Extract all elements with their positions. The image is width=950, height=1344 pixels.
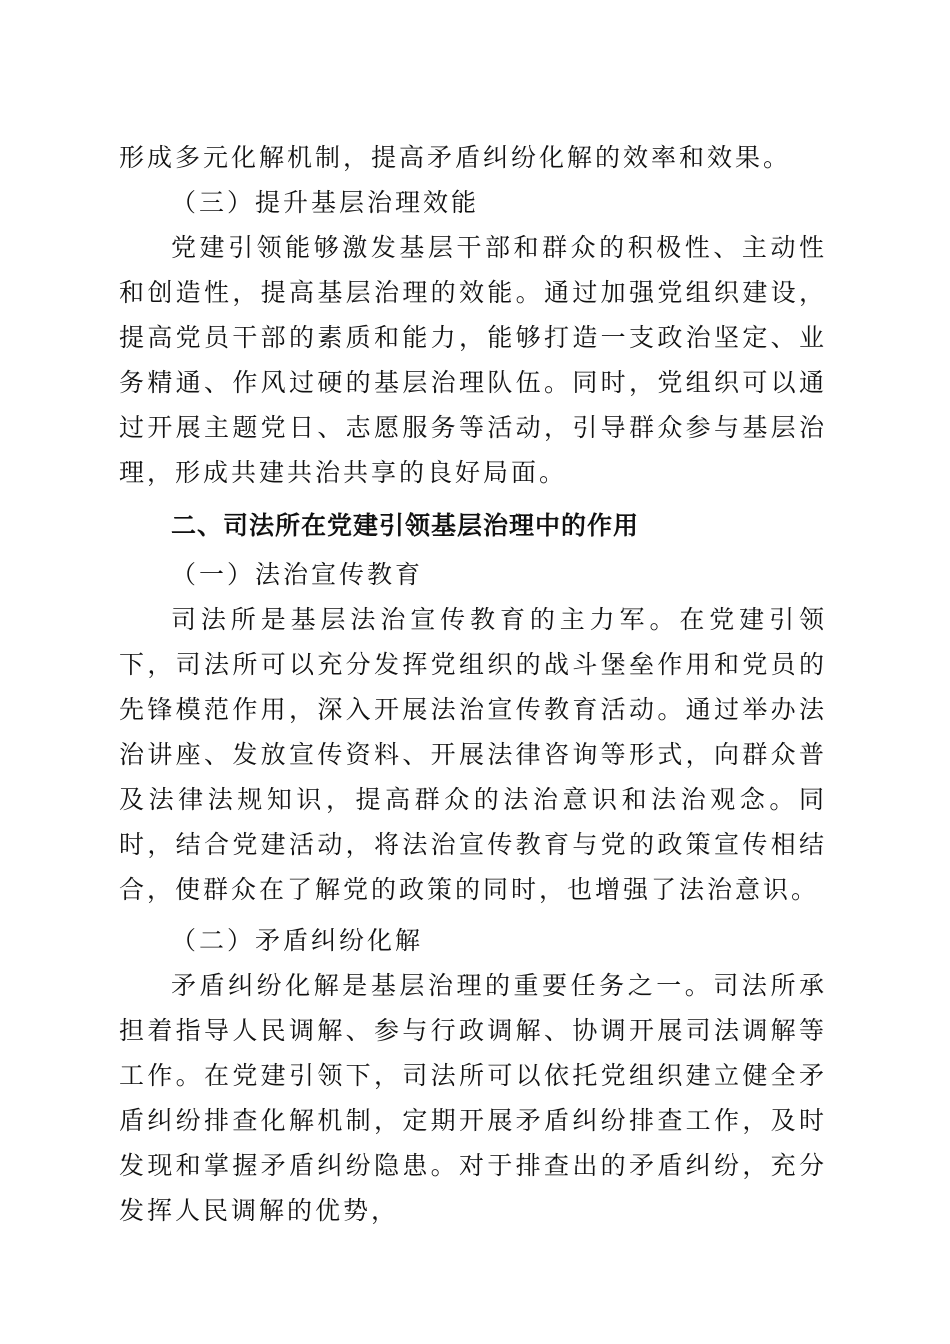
subheading-dispute-resolution: （二）矛盾纠纷化解 bbox=[171, 926, 424, 955]
paragraph-continuation: 形成多元化解机制，提高矛盾纠纷化解的效率和效果。 bbox=[119, 143, 792, 172]
document-body bbox=[119, 135, 827, 1233]
paragraph-dispute-resolution: 矛盾纠纷化解是基层治理的重要任务之一。司法所承担着指导人民调解、参与行政调解、协调开展司法调解等工作。在党建引领下，司法所可以依托党组织建立健全矛盾纠纷排查化解机制，定期开展矛盾纠纷排查工作，及时发现和掌握矛盾纠纷隐患。对于排查出的矛盾纠纷，充分发挥人民调解的优势， bbox=[119, 971, 827, 1225]
subheading-legal-education: （一）法治宣传教育 bbox=[171, 560, 424, 589]
section-heading-judicial-office-role: 二、司法所在党建引领基层治理中的作用 bbox=[171, 511, 640, 540]
paragraph-governance-efficiency: 党建引领能够激发基层干部和群众的积极性、主动性和创造性，提高基层治理的效能。通过加强党组织建设，提高党员干部的素质和能力，能够打造一支政治坚定、业务精通、作风过硬的基层治理队伍。同时，党组织可以通过开展主题党日、志愿服务等活动，引导群众参与基层治理，形成共建共治共享的良好局面。 bbox=[119, 233, 827, 487]
paragraph-legal-education: 司法所是基层法治宣传教育的主力军。在党建引领下，司法所可以充分发挥党组织的战斗堡垒作用和党员的先锋模范作用，深入开展法治宣传教育活动。通过举办法治讲座、发放宣传资料、开展法律咨询等形式，向群众普及法律法规知识，提高群众的法治意识和法治观念。同时，结合党建活动，将法治宣传教育与党的政策宣传相结合，使群众在了解党的政策的同时，也增强了法治意识。 bbox=[119, 605, 827, 904]
subheading-improve-governance: （三）提升基层治理效能 bbox=[171, 188, 480, 217]
